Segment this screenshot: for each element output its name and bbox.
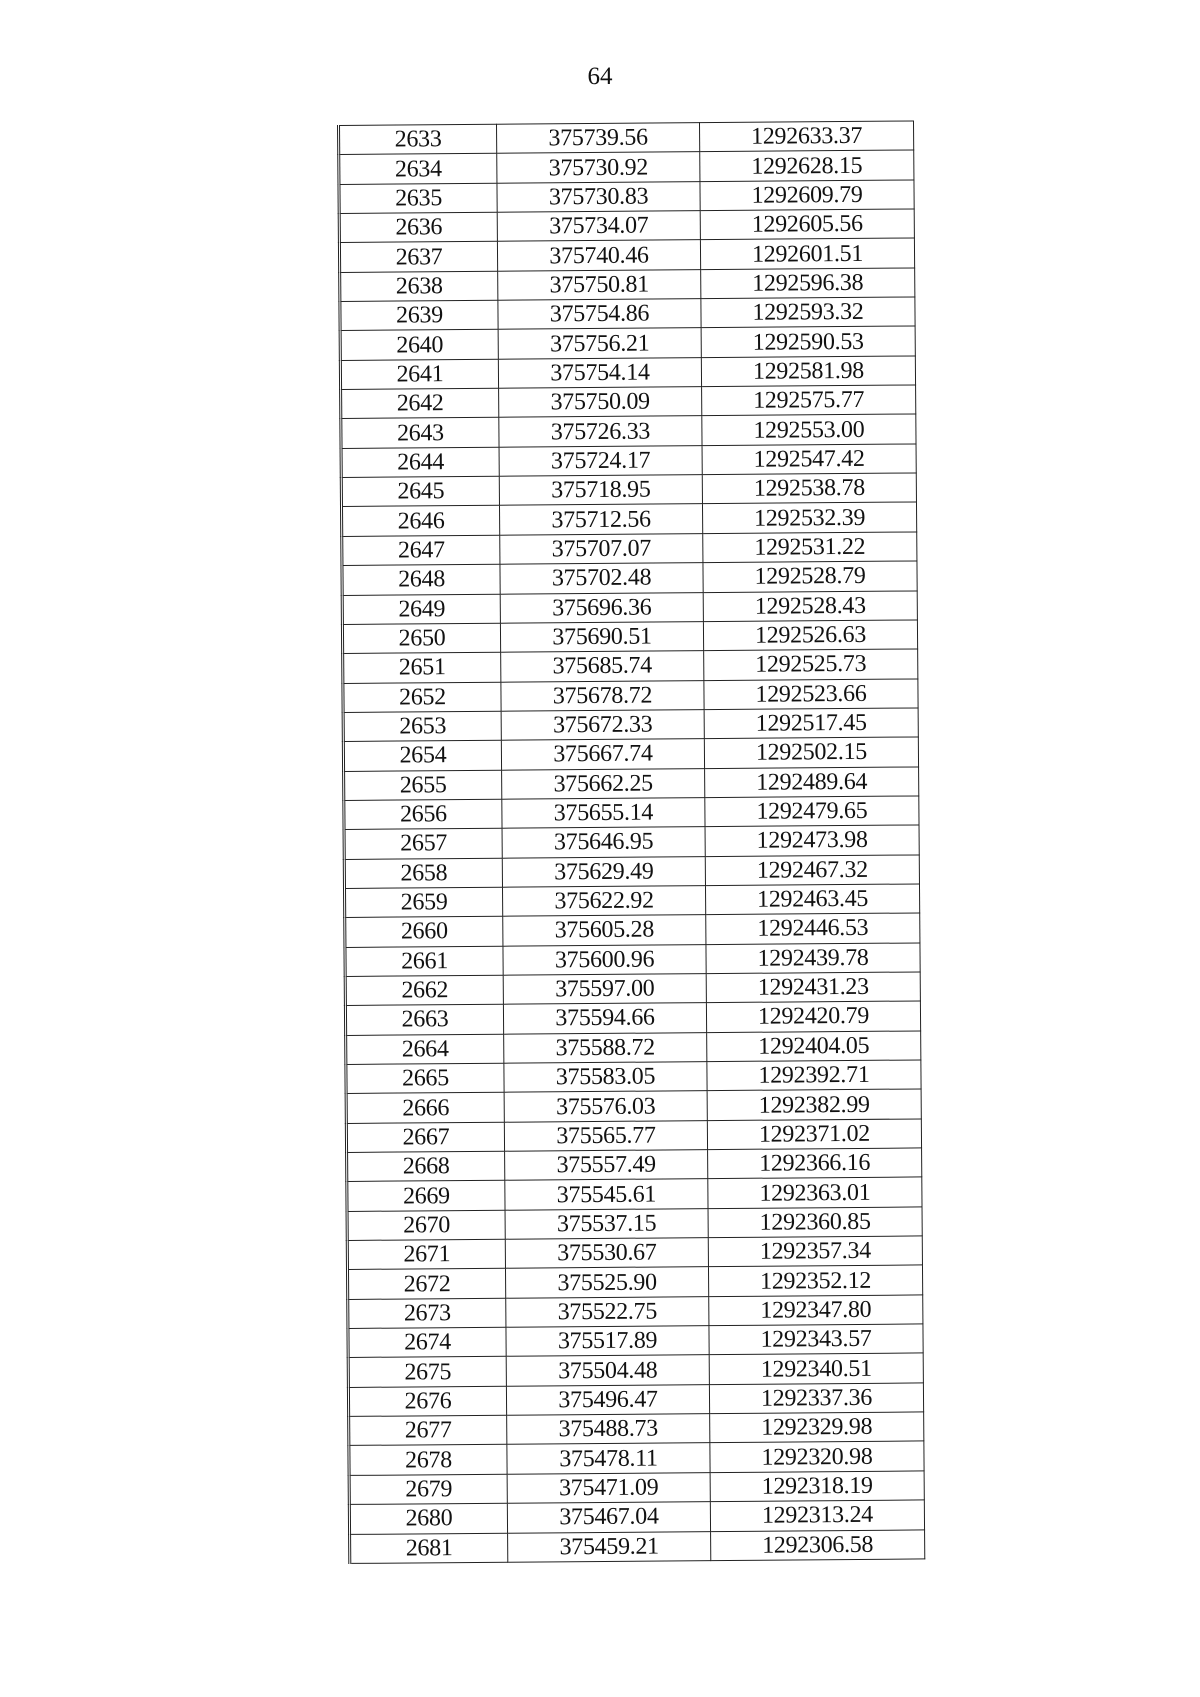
x-coordinate-cell: 375565.77 [504,1120,707,1151]
y-coordinate-cell: 1292601.51 [700,238,914,269]
y-coordinate-cell: 1292357.34 [708,1236,922,1267]
table-row [342,532,917,566]
table-row [345,1001,920,1035]
point-number-cell: 2670 [347,1210,505,1241]
point-number-cell: 2636 [339,212,497,243]
y-coordinate-cell: 1292517.45 [704,708,918,739]
point-number-cell: 2654 [343,740,501,771]
x-coordinate-cell: 375646.95 [502,827,705,858]
table-row [340,297,915,331]
table-row [341,385,916,419]
table-row [344,796,919,830]
table-row [344,884,919,918]
table-row [341,414,916,448]
table-row [348,1324,923,1358]
y-coordinate-cell: 1292347.80 [709,1295,923,1326]
point-number-cell: 2639 [340,300,498,331]
x-coordinate-cell: 375545.61 [505,1179,708,1210]
x-coordinate-cell: 375707.07 [500,533,703,564]
y-coordinate-cell: 1292371.02 [707,1119,921,1150]
x-coordinate-cell: 375655.14 [502,798,705,829]
x-coordinate-cell: 375557.49 [505,1150,708,1181]
point-number-cell: 2648 [342,564,500,595]
point-number-cell: 2642 [341,388,499,419]
point-number-cell: 2665 [346,1063,504,1094]
y-coordinate-cell: 1292593.32 [701,297,915,328]
point-number-cell: 2681 [350,1533,508,1564]
point-number-cell: 2637 [339,242,497,273]
table-row [342,590,917,624]
point-number-cell: 2656 [344,799,502,830]
x-coordinate-cell: 375488.73 [507,1414,710,1445]
x-coordinate-cell: 375696.36 [500,592,703,623]
point-number-cell: 2641 [340,359,498,390]
table-row [345,943,920,977]
x-coordinate-cell: 375740.46 [497,240,700,271]
y-coordinate-cell: 1292446.53 [706,913,920,944]
table-row [339,150,914,184]
x-coordinate-cell: 375678.72 [501,680,704,711]
point-number-cell: 2652 [343,682,501,713]
table-row [348,1295,923,1329]
x-coordinate-cell: 375525.90 [505,1267,708,1298]
table-row [348,1353,923,1387]
x-coordinate-cell: 375588.72 [504,1032,707,1063]
y-coordinate-cell: 1292313.24 [710,1500,924,1531]
y-coordinate-cell: 1292320.98 [710,1441,924,1472]
x-coordinate-cell: 375504.48 [506,1355,709,1386]
x-coordinate-cell: 375530.67 [505,1238,708,1269]
table-row [340,356,915,390]
x-coordinate-cell: 375750.09 [499,387,702,418]
point-number-cell: 2645 [341,476,499,507]
x-coordinate-cell: 375739.56 [496,123,699,154]
y-coordinate-cell: 1292337.36 [709,1383,923,1414]
y-coordinate-cell: 1292340.51 [709,1353,923,1384]
point-number-cell: 2634 [339,154,497,185]
y-coordinate-cell: 1292590.53 [701,326,915,357]
page-number: 64 [587,63,613,90]
x-coordinate-cell: 375726.33 [499,416,702,447]
y-coordinate-cell: 1292473.98 [705,825,919,856]
table-row [343,737,918,771]
point-number-cell: 2679 [349,1474,507,1505]
table-row [349,1471,924,1505]
point-number-cell: 2644 [341,447,499,478]
y-coordinate-cell: 1292431.23 [706,972,920,1003]
table-row [349,1441,924,1475]
point-number-cell: 2677 [349,1415,507,1446]
table-row [345,913,920,947]
point-number-cell: 2633 [339,124,497,155]
y-coordinate-cell: 1292538.78 [702,473,916,504]
table-row [347,1177,922,1211]
table-row [339,180,914,214]
y-coordinate-cell: 1292382.99 [707,1089,921,1120]
table-row [343,678,918,712]
y-coordinate-cell: 1292352.12 [708,1265,922,1296]
y-coordinate-cell: 1292360.85 [708,1207,922,1238]
x-coordinate-cell: 375459.21 [508,1531,711,1562]
table-row [349,1500,924,1534]
y-coordinate-cell: 1292581.98 [701,356,915,387]
table-row [347,1236,922,1270]
point-number-cell: 2651 [343,652,501,683]
x-coordinate-cell: 375730.92 [497,152,700,183]
x-coordinate-cell: 375622.92 [502,886,705,917]
y-coordinate-cell: 1292366.16 [708,1148,922,1179]
point-number-cell: 2646 [341,506,499,537]
point-number-cell: 2673 [348,1298,506,1329]
table-row [344,767,919,801]
table-row [339,209,914,243]
x-coordinate-cell: 375537.15 [505,1208,708,1239]
point-number-cell: 2680 [349,1503,507,1534]
x-coordinate-cell: 375724.17 [499,445,702,476]
table-row [346,1060,921,1094]
point-number-cell: 2667 [346,1122,504,1153]
coordinates-table [337,120,925,1563]
point-number-cell: 2638 [340,271,498,302]
x-coordinate-cell: 375730.83 [497,181,700,212]
point-number-cell: 2647 [342,535,500,566]
point-number-cell: 2664 [346,1034,504,1065]
x-coordinate-cell: 375629.49 [502,856,705,887]
y-coordinate-cell: 1292531.22 [703,532,917,563]
point-number-cell: 2671 [347,1239,505,1270]
table-row [344,855,919,889]
y-coordinate-cell: 1292479.65 [705,796,919,827]
y-coordinate-cell: 1292528.43 [703,590,917,621]
x-coordinate-cell: 375734.07 [497,211,700,242]
point-number-cell: 2653 [343,711,501,742]
x-coordinate-cell: 375496.47 [506,1384,709,1415]
point-number-cell: 2666 [346,1093,504,1124]
point-number-cell: 2659 [344,887,502,918]
y-coordinate-cell: 1292575.77 [702,385,916,416]
y-coordinate-cell: 1292633.37 [699,121,913,152]
point-number-cell: 2661 [345,946,503,977]
table-row [347,1207,922,1241]
table-row [341,444,916,478]
x-coordinate-cell: 375702.48 [500,563,703,594]
x-coordinate-cell: 375583.05 [504,1062,707,1093]
table-row [341,502,916,536]
point-number-cell: 2668 [347,1151,505,1182]
table-row [346,1089,921,1123]
x-coordinate-cell: 375517.89 [506,1326,709,1357]
x-coordinate-cell: 375754.86 [498,299,701,330]
point-number-cell: 2643 [341,418,499,449]
point-number-cell: 2649 [342,594,500,625]
table-row [349,1412,924,1446]
y-coordinate-cell: 1292526.63 [703,620,917,651]
y-coordinate-cell: 1292467.32 [705,855,919,886]
table-row [348,1383,923,1417]
y-coordinate-cell: 1292420.79 [706,1001,920,1032]
y-coordinate-cell: 1292404.05 [707,1031,921,1062]
y-coordinate-cell: 1292528.79 [703,561,917,592]
table-row [347,1265,922,1299]
x-coordinate-cell: 375478.11 [507,1443,710,1474]
table-row [342,561,917,595]
table-row [340,326,915,360]
y-coordinate-cell: 1292392.71 [707,1060,921,1091]
y-coordinate-cell: 1292363.01 [708,1177,922,1208]
table-row [346,1119,921,1153]
y-coordinate-cell: 1292628.15 [700,150,914,181]
x-coordinate-cell: 375754.14 [498,357,701,388]
table-row [344,825,919,859]
x-coordinate-cell: 375605.28 [503,915,706,946]
point-number-cell: 2674 [348,1327,506,1358]
point-number-cell: 2650 [342,623,500,654]
y-coordinate-cell: 1292489.64 [705,767,919,798]
y-coordinate-cell: 1292463.45 [705,884,919,915]
x-coordinate-cell: 375690.51 [500,621,703,652]
table-row [340,268,915,302]
y-coordinate-cell: 1292609.79 [700,180,914,211]
table-row [343,708,918,742]
table-row [343,649,918,683]
point-number-cell: 2655 [344,770,502,801]
point-number-cell: 2660 [345,917,503,948]
y-coordinate-cell: 1292605.56 [700,209,914,240]
point-number-cell: 2658 [344,858,502,889]
x-coordinate-cell: 375712.56 [499,504,702,535]
table-row [341,473,916,507]
coordinates-table-body [339,121,925,1563]
point-number-cell: 2675 [348,1357,506,1388]
table-row [350,1529,925,1563]
table-row [345,972,920,1006]
x-coordinate-cell: 375667.74 [501,739,704,770]
table-row [339,238,914,272]
point-number-cell: 2676 [348,1386,506,1417]
x-coordinate-cell: 375662.25 [502,768,705,799]
x-coordinate-cell: 375750.81 [498,269,701,300]
point-number-cell: 2672 [347,1269,505,1300]
y-coordinate-cell: 1292547.42 [702,444,916,475]
x-coordinate-cell: 375685.74 [501,651,704,682]
x-coordinate-cell: 375672.33 [501,710,704,741]
table-row [339,121,914,155]
y-coordinate-cell: 1292318.19 [710,1471,924,1502]
point-number-cell: 2669 [347,1181,505,1212]
y-coordinate-cell: 1292553.00 [702,414,916,445]
table-row [346,1031,921,1065]
x-coordinate-cell: 375594.66 [503,1003,706,1034]
point-number-cell: 2663 [345,1005,503,1036]
x-coordinate-cell: 375467.04 [507,1502,710,1533]
table-row [342,620,917,654]
x-coordinate-cell: 375522.75 [506,1296,709,1327]
x-coordinate-cell: 375718.95 [499,475,702,506]
point-number-cell: 2657 [344,828,502,859]
point-number-cell: 2635 [339,183,497,214]
y-coordinate-cell: 1292532.39 [702,502,916,533]
y-coordinate-cell: 1292439.78 [706,943,920,974]
x-coordinate-cell: 375471.09 [507,1472,710,1503]
point-number-cell: 2640 [340,330,498,361]
y-coordinate-cell: 1292343.57 [709,1324,923,1355]
y-coordinate-cell: 1292502.15 [704,737,918,768]
point-number-cell: 2662 [345,975,503,1006]
y-coordinate-cell: 1292525.73 [704,649,918,680]
y-coordinate-cell: 1292523.66 [704,678,918,709]
point-number-cell: 2678 [349,1445,507,1476]
table-row [347,1148,922,1182]
y-coordinate-cell: 1292306.58 [711,1529,925,1560]
x-coordinate-cell: 375576.03 [504,1091,707,1122]
x-coordinate-cell: 375756.21 [498,328,701,359]
y-coordinate-cell: 1292329.98 [710,1412,924,1443]
x-coordinate-cell: 375597.00 [503,974,706,1005]
x-coordinate-cell: 375600.96 [503,944,706,975]
y-coordinate-cell: 1292596.38 [701,268,915,299]
